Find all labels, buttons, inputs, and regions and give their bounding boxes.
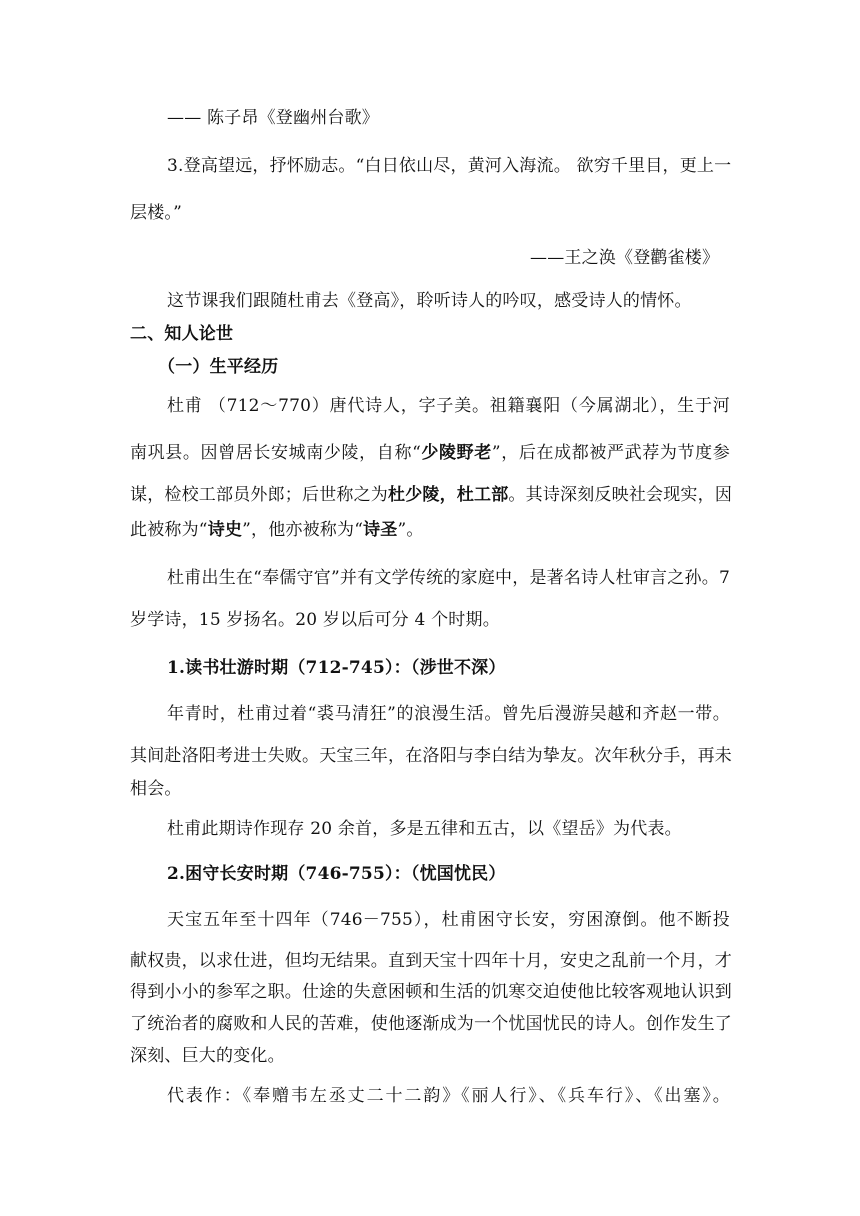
bio-line-2 bbox=[130, 441, 730, 465]
quote2-line1: 3.登高望远，抒怀励志。“白日依山尽，黄河入海流。 欲穷千里目，更上一 bbox=[167, 156, 732, 176]
period1-heading: 1.读书壮游时期（712-745）：（涉世不深） bbox=[167, 658, 506, 678]
bio-text: 此被称为“ bbox=[130, 520, 208, 540]
period2-heading: 2.困守长安时期（746-755）：（忧国忧民） bbox=[167, 864, 506, 884]
bio-p2-line-1: 杜甫出生在“奉儒守官”并有文学传统的家庭中，是著名诗人杜审言之孙。7 bbox=[167, 568, 730, 588]
bio-text: ”。 bbox=[397, 520, 424, 540]
quote1-attribution: —— 陈子昂《登幽州台歌》 bbox=[167, 108, 380, 128]
bio-text: 南巩县。因曾居长安城南少陵，自称“ bbox=[130, 443, 421, 463]
bio-bold-text: 杜少陵 bbox=[388, 485, 440, 505]
quote2-line2: 层楼。” bbox=[130, 203, 182, 223]
quote2-attribution: ——王之涣《登鹳雀楼》 bbox=[530, 248, 720, 268]
bio-bold-text: 杜工部 bbox=[456, 485, 509, 505]
bio-bold-text: 诗圣 bbox=[363, 520, 398, 540]
period1-line-3: 相会。 bbox=[130, 779, 182, 799]
bio-bold-text: ， bbox=[439, 485, 457, 505]
subsection-heading: （一）生平经历 bbox=[158, 357, 279, 377]
section-heading: 二、知人论世 bbox=[130, 324, 234, 344]
period1-line-2: 其间赴洛阳考进士失败。天宝三年，在洛阳与李白结为挚友。次年秋分手，再未 bbox=[130, 746, 732, 766]
period2-line-5: 深刻、巨大的变化。 bbox=[130, 1046, 285, 1066]
bio-text: ”，他亦被称为“ bbox=[242, 520, 364, 540]
bio-line-4 bbox=[130, 518, 424, 542]
bio-p2-line-2: 岁学诗，15 岁扬名。20 岁以后可分 4 个时期。 bbox=[130, 610, 500, 630]
bio-bold-text: 诗史 bbox=[207, 520, 243, 540]
period2-line-6: 代表作：《奉赠韦左丞丈二十二韵》《丽人行》、《兵车行》、《出塞》。 bbox=[167, 1086, 730, 1106]
bio-text: 。其诗深刻反映社会现实，因 bbox=[508, 485, 733, 505]
period2-line-3: 得到小小的参军之职。仕途的失意困顿和生活的饥寒交迫使他比较客观地认识到 bbox=[130, 982, 732, 1002]
period1-line-1: 年青时，杜甫过着“裘马清狂”的浪漫生活。曾先后漫游吴越和齐赵一带。 bbox=[167, 704, 730, 724]
period2-line-4: 了统治者的腐败和人民的苦难，使他逐渐成为一个忧国忧民的诗人。创作发生了 bbox=[130, 1014, 732, 1034]
bio-line-3 bbox=[130, 483, 733, 507]
bio-line-1: 杜甫 （712～770）唐代诗人，字子美。祖籍襄阳（今属湖北），生于河 bbox=[167, 396, 730, 416]
bio-text: 谋，检校工部员外郎；后世称之为 bbox=[130, 485, 388, 505]
bio-text: ”，后在成都被严武荐为节度参 bbox=[491, 443, 730, 463]
intro-paragraph: 这节课我们跟随杜甫去《登高》，聆听诗人的吟叹，感受诗人的情怀。 bbox=[167, 291, 692, 311]
period1-line-4: 杜甫此期诗作现存 20 余首，多是五律和五古，以《望岳》为代表。 bbox=[167, 819, 682, 839]
period2-line-2: 献权贵，以求仕进，但均无结果。直到天宝十四年十月，安史之乱前一个月，才 bbox=[130, 951, 732, 971]
period2-line-1: 天宝五年至十四年（746－755），杜甫困守长安，穷困潦倒。他不断投 bbox=[167, 910, 730, 930]
bio-bold-text: 少陵野老 bbox=[420, 443, 492, 463]
